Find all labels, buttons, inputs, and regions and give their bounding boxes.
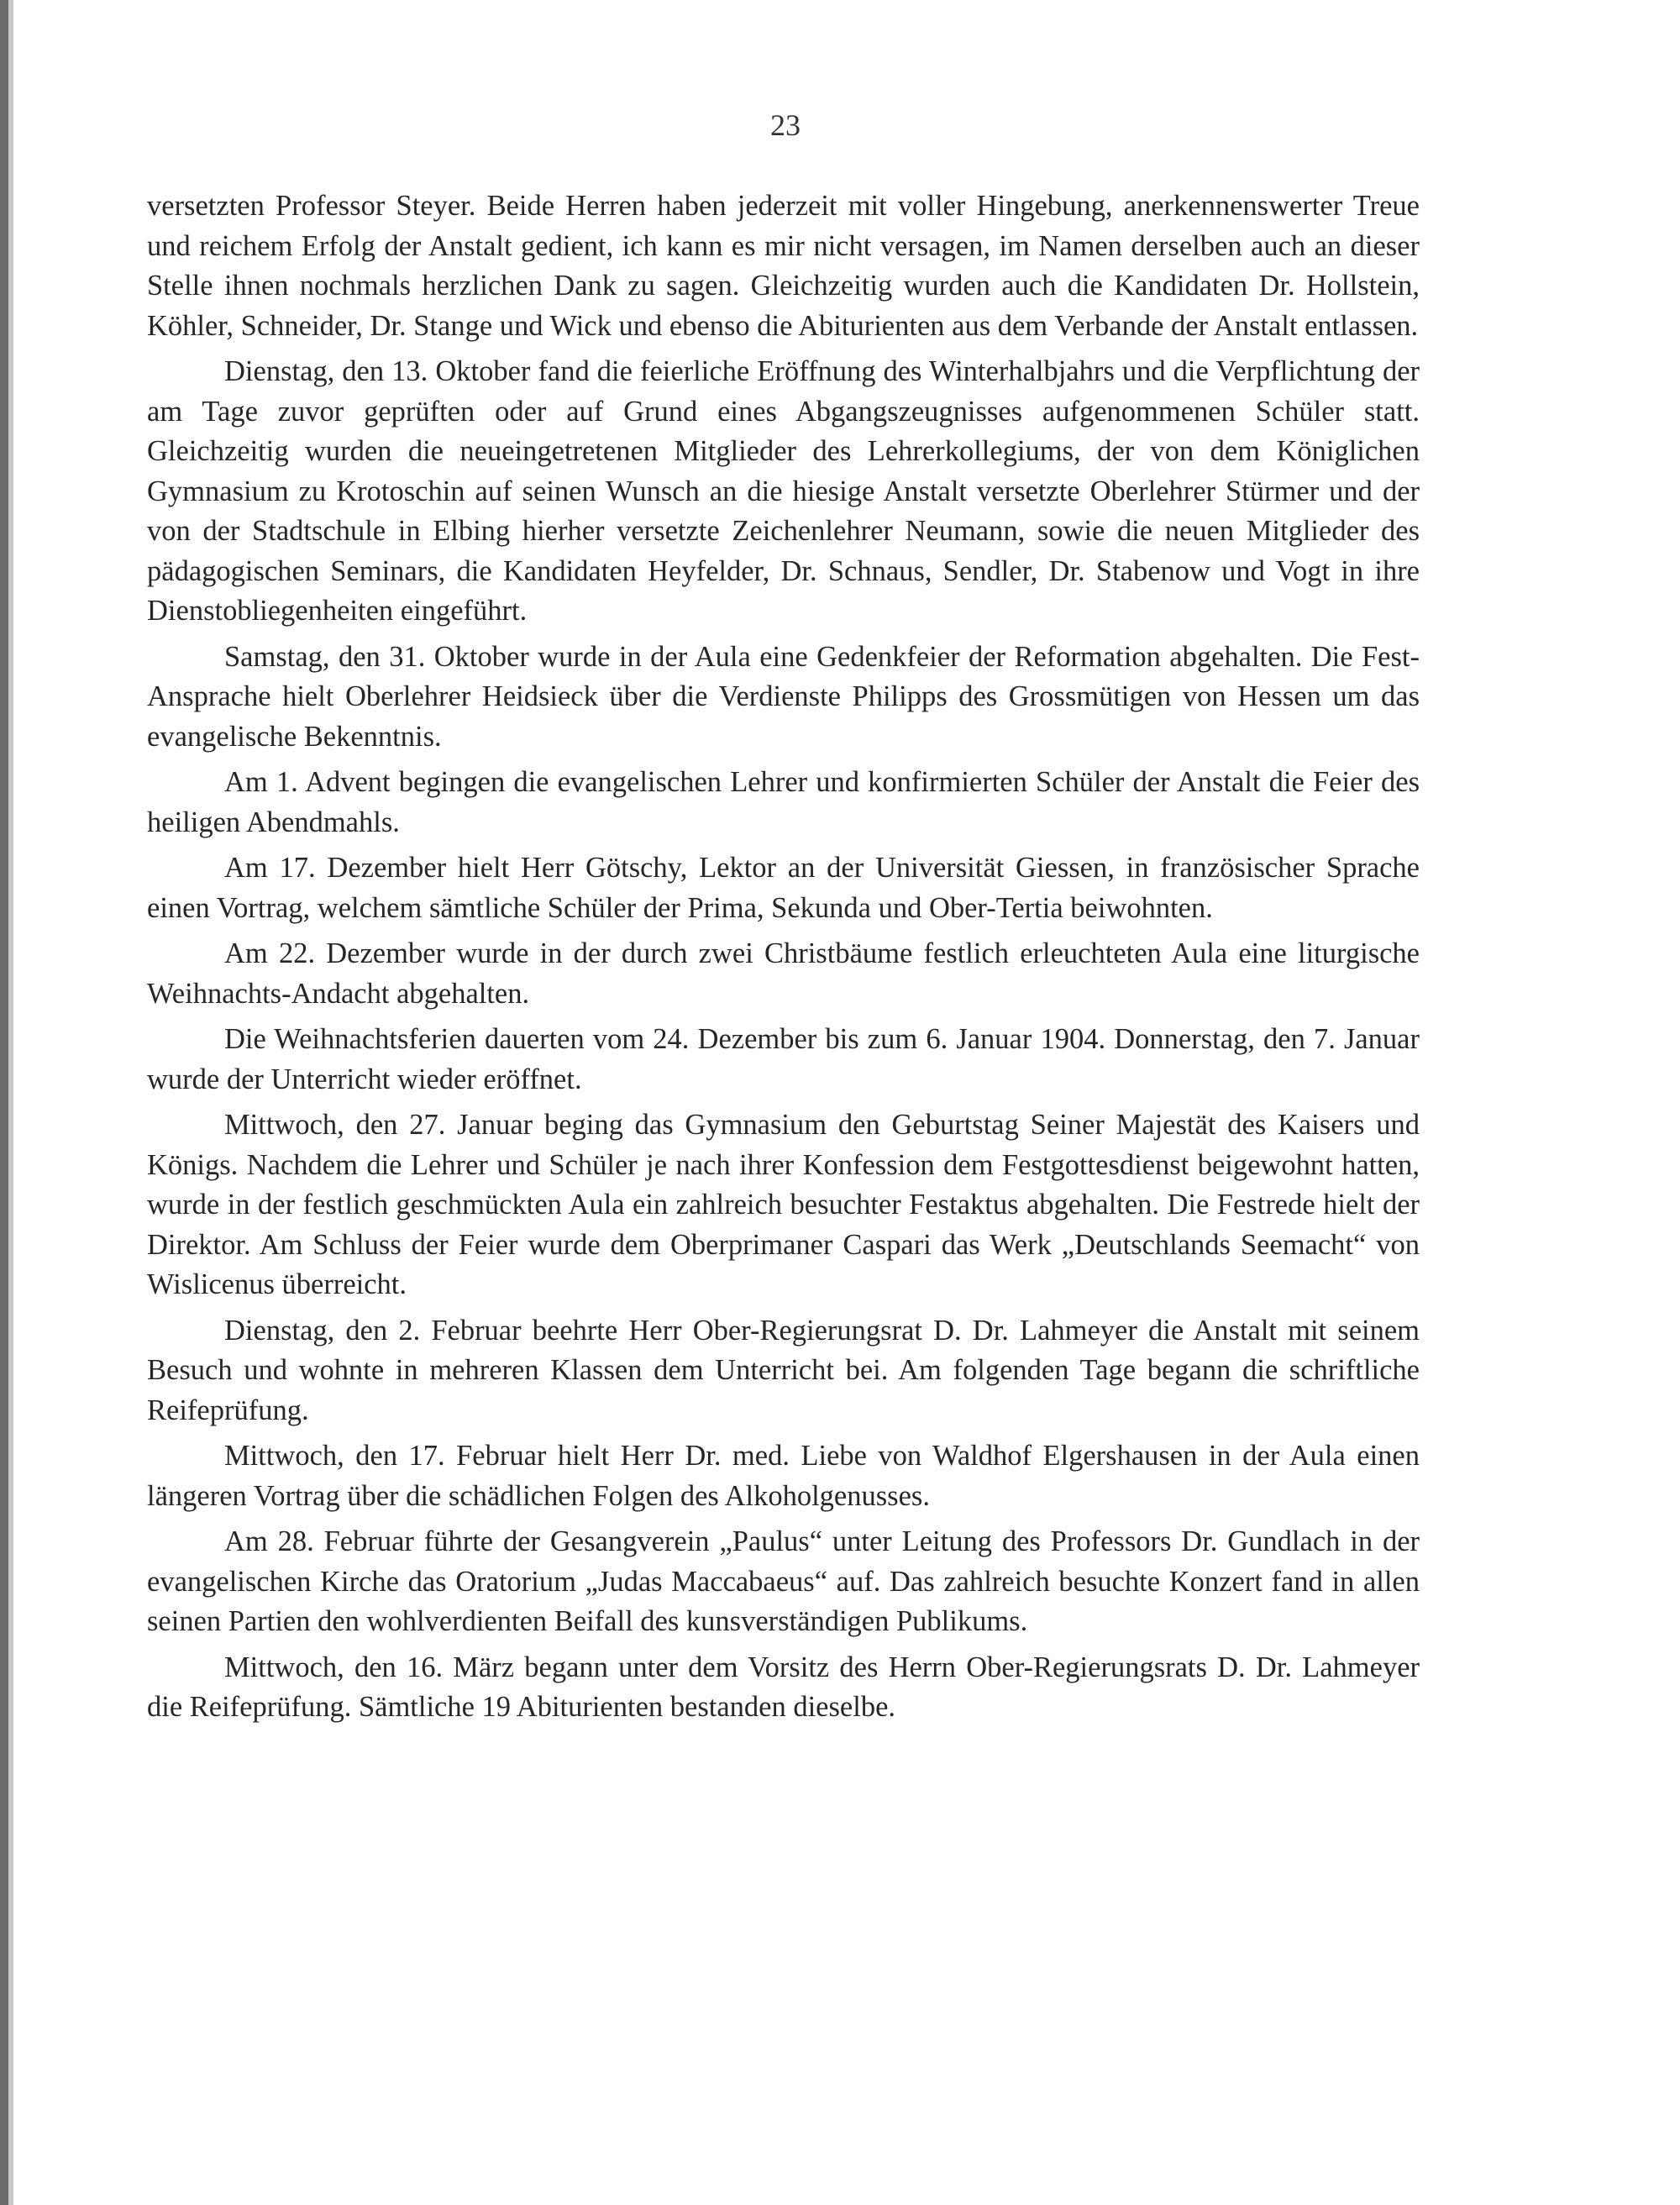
paragraph: Mittwoch, den 16. März begann unter dem Vorsitz des Herrn Ober-Regierungsrats D. Dr. Lahmeyer die Reifeprüfung. Sämtliche 19 Abiturienten bestanden dieselbe.: [147, 1651, 1420, 1723]
paragraph: Am 1. Advent begingen die evangelischen Lehrer und konfirmierten Schüler der Anstalt die Feier des heiligen Abendmahls.: [147, 766, 1420, 838]
page-edge-shadow: [0, 0, 8, 2205]
page-edge-highlight: [8, 0, 13, 2205]
paragraph: Am 17. Dezember hielt Herr Götschy, Lektor an der Universität Giessen, in französischer Sprache einen Vortrag, welchem sämtliche Schüler der Prima, Sekunda und Ober-Tertia beiwohnten.: [147, 852, 1420, 924]
page-number: 23: [770, 108, 801, 142]
paragraph: Die Weihnachtsferien dauerten vom 24. Dezember bis zum 6. Januar 1904. Donnerstag, den 7. Januar wurde der Unterricht wieder eröffnet.: [147, 1023, 1420, 1095]
body-text: [147, 186, 1420, 1734]
paragraph: Mittwoch, den 17. Februar hielt Herr Dr. med. Liebe von Waldhof Elgershausen in der Aula einen längeren Vortrag über die schädlichen Folgen des Alkoholgenusses.: [147, 1440, 1420, 1512]
paragraph: Am 28. Februar führte der Gesangverein „Paulus“ unter Leitung des Professors Dr. Gundlach in der evangelischen Kirche das Oratorium „Judas Maccabaeus“ auf. Das zahlreich besuchte Konzert fand in allen seinen Partien den wohlverdienten Beifall des kunsverständigen Publikums.: [147, 1525, 1420, 1637]
paragraph: Dienstag, den 13. Oktober fand die feierliche Eröffnung des Winterhalbjahrs und die Verpflichtung der am Tage zuvor geprüften oder auf Grund eines Abgangszeugnisses aufgenommenen Schüler statt. Gleichzeitig wurden die neueingetretenen Mitglieder des Lehrerkollegiums, der von dem Königlichen Gymnasium zu Krotoschin auf seinen Wunsch an die hiesige Anstalt versetzte Oberlehrer Stürmer und der von der Stadtschule in Elbing hierher versetzte Zeichenlehrer Neumann, sowie die neuen Mitglieder des pädagogischen Seminars, die Kandidaten Heyfelder, Dr. Schnaus, Sendler, Dr. Stabenow und Vogt in ihre Dienstobliegenheiten eingeführt.: [147, 355, 1420, 627]
paragraph: Dienstag, den 2. Februar beehrte Herr Ober-Regierungsrat D. Dr. Lahmeyer die Anstalt mit seinem Besuch und wohnte in mehreren Klassen dem Unterricht bei. Am folgenden Tage begann die schriftliche Reifeprüfung.: [147, 1314, 1420, 1426]
paragraph: Mittwoch, den 27. Januar beging das Gymnasium den Geburtstag Seiner Majestät des Kaisers und Königs. Nachdem die Lehrer und Schüler je nach ihrer Konfession dem Festgottesdienst beigewohnt hatten, wurde in der festlich geschmückten Aula ein zahlreich besuchter Festaktus abgehalten. Die Festrede hielt der Direktor. Am Schluss der Feier wurde dem Oberprimaner Caspari das Werk „Deutschlands Seemacht“ von Wislicenus überreicht.: [147, 1109, 1420, 1300]
paragraph-continuation: versetzten Professor Steyer. Beide Herren haben jederzeit mit voller Hingebung, anerkennenswerter Treue und reichem Erfolg der Anstalt gedient, ich kann es mir nicht versagen, im Namen derselben auch an dieser Stelle ihnen nochmals herzlichen Dank zu sagen. Gleichzeitig wurden auch die Kandidaten Dr. Hollstein, Köhler, Schneider, Dr. Stange und Wick und ebenso die Abiturienten aus dem Verbande der Anstalt entlassen.: [147, 190, 1420, 342]
paragraph: Samstag, den 31. Oktober wurde in der Aula eine Gedenkfeier der Reformation abgehalten. Die Fest-Ansprache hielt Oberlehrer Heidsieck über die Verdienste Philipps des Grossmütigen von Hessen um das evangelische Bekenntnis.: [147, 640, 1420, 753]
paragraph: Am 22. Dezember wurde in der durch zwei Christbäume festlich erleuchteten Aula eine liturgische Weihnachts-Andacht abgehalten.: [147, 937, 1420, 1010]
